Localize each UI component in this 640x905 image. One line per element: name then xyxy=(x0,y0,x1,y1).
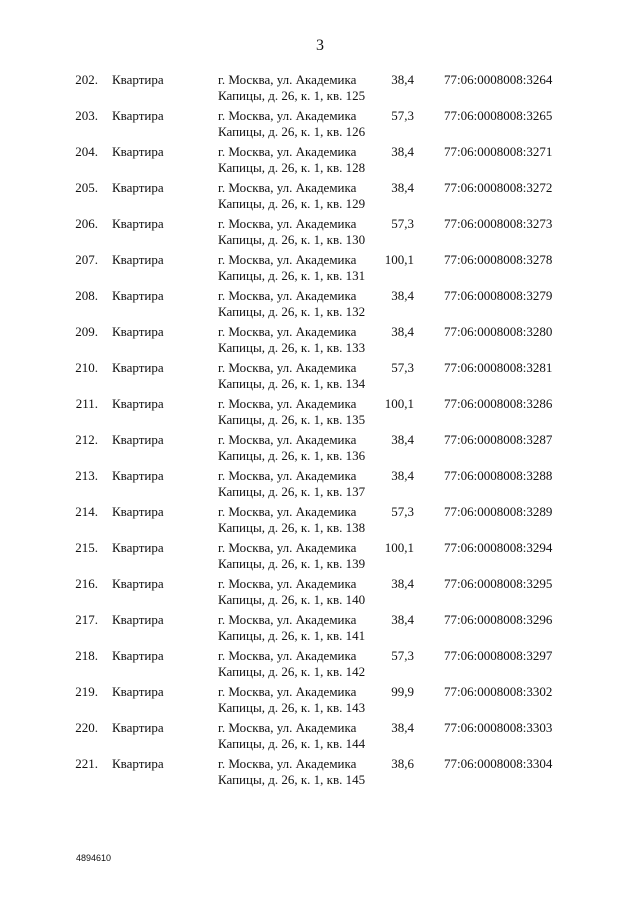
cadastral-number: 77:06:0008008:3304 xyxy=(444,756,553,771)
row-number: 204. xyxy=(75,144,98,159)
row-number: 219. xyxy=(75,684,98,699)
property-address: г. Москва, ул. Академика Капицы, д. 26, к. 1, кв. 141 xyxy=(218,612,366,643)
property-address: г. Москва, ул. Академика Капицы, д. 26, к. 1, кв. 132 xyxy=(218,288,366,319)
table-row xyxy=(0,540,640,576)
cadastral-number: 77:06:0008008:3302 xyxy=(444,684,553,699)
table-row xyxy=(0,72,640,108)
property-type: Квартира xyxy=(112,252,164,267)
cadastral-number: 77:06:0008008:3279 xyxy=(444,288,553,303)
row-number: 209. xyxy=(75,324,98,339)
table-row xyxy=(0,504,640,540)
cadastral-number: 77:06:0008008:3272 xyxy=(444,180,553,195)
table-row xyxy=(0,396,640,432)
row-number: 218. xyxy=(75,648,98,663)
row-number: 211. xyxy=(75,396,98,411)
page-number: 3 xyxy=(316,37,324,54)
row-number: 212. xyxy=(75,432,98,447)
property-address: г. Москва, ул. Академика Капицы, д. 26, к. 1, кв. 138 xyxy=(218,504,366,535)
table-row xyxy=(0,468,640,504)
property-area: 38,4 xyxy=(391,180,414,195)
property-type: Квартира xyxy=(112,360,164,375)
row-number: 207. xyxy=(75,252,98,267)
property-type: Квартира xyxy=(112,756,164,771)
property-area: 38,4 xyxy=(391,72,414,87)
property-area: 38,4 xyxy=(391,576,414,591)
row-number: 213. xyxy=(75,468,98,483)
cadastral-number: 77:06:0008008:3296 xyxy=(444,612,553,627)
property-address: г. Москва, ул. Академика Капицы, д. 26, к. 1, кв. 144 xyxy=(218,720,366,751)
property-area: 100,1 xyxy=(384,252,414,267)
property-type: Квартира xyxy=(112,576,164,591)
property-type: Квартира xyxy=(112,684,164,699)
table-row xyxy=(0,756,640,792)
cadastral-number: 77:06:0008008:3264 xyxy=(444,72,553,87)
cadastral-number: 77:06:0008008:3295 xyxy=(444,576,553,591)
property-address: г. Москва, ул. Академика Капицы, д. 26, к. 1, кв. 137 xyxy=(218,468,366,499)
property-type: Квартира xyxy=(112,540,164,555)
cadastral-number: 77:06:0008008:3294 xyxy=(444,540,553,555)
row-number: 205. xyxy=(75,180,98,195)
property-type: Квартира xyxy=(112,288,164,303)
property-area: 100,1 xyxy=(384,396,414,411)
table-row xyxy=(0,432,640,468)
table-row xyxy=(0,684,640,720)
property-type: Квартира xyxy=(112,396,164,411)
cadastral-number: 77:06:0008008:3273 xyxy=(444,216,553,231)
property-area: 100,1 xyxy=(384,540,414,555)
property-area: 38,6 xyxy=(391,756,414,771)
table-row xyxy=(0,720,640,756)
cadastral-number: 77:06:0008008:3288 xyxy=(444,468,553,483)
table-row xyxy=(0,108,640,144)
cadastral-number: 77:06:0008008:3280 xyxy=(444,324,553,339)
property-type: Квартира xyxy=(112,324,164,339)
property-type: Квартира xyxy=(112,216,164,231)
property-area: 57,3 xyxy=(391,360,414,375)
property-type: Квартира xyxy=(112,648,164,663)
property-list xyxy=(0,72,640,792)
property-address: г. Москва, ул. Академика Капицы, д. 26, к. 1, кв. 142 xyxy=(218,648,366,679)
property-address: г. Москва, ул. Академика Капицы, д. 26, к. 1, кв. 136 xyxy=(218,432,366,463)
property-type: Квартира xyxy=(112,108,164,123)
row-number: 203. xyxy=(75,108,98,123)
property-address: г. Москва, ул. Академика Капицы, д. 26, к. 1, кв. 133 xyxy=(218,324,366,355)
property-address: г. Москва, ул. Академика Капицы, д. 26, к. 1, кв. 134 xyxy=(218,360,366,391)
cadastral-number: 77:06:0008008:3289 xyxy=(444,504,553,519)
property-address: г. Москва, ул. Академика Капицы, д. 26, к. 1, кв. 139 xyxy=(218,540,366,571)
property-area: 99,9 xyxy=(391,684,414,699)
property-address: г. Москва, ул. Академика Капицы, д. 26, к. 1, кв. 126 xyxy=(218,108,366,139)
document-code: 4894610 xyxy=(76,853,112,863)
cadastral-number: 77:06:0008008:3278 xyxy=(444,252,553,267)
property-area: 57,3 xyxy=(391,216,414,231)
row-number: 202. xyxy=(75,72,98,87)
table-row xyxy=(0,576,640,612)
row-number: 206. xyxy=(75,216,98,231)
cadastral-number: 77:06:0008008:3297 xyxy=(444,648,553,663)
property-area: 38,4 xyxy=(391,324,414,339)
property-area: 38,4 xyxy=(391,720,414,735)
property-type: Квартира xyxy=(112,468,164,483)
cadastral-number: 77:06:0008008:3271 xyxy=(444,144,553,159)
property-type: Квартира xyxy=(112,180,164,195)
property-type: Квартира xyxy=(112,72,164,87)
property-area: 38,4 xyxy=(391,288,414,303)
property-address: г. Москва, ул. Академика Капицы, д. 26, к. 1, кв. 129 xyxy=(218,180,366,211)
table-row xyxy=(0,252,640,288)
property-type: Квартира xyxy=(112,144,164,159)
table-row xyxy=(0,144,640,180)
cadastral-number: 77:06:0008008:3303 xyxy=(444,720,553,735)
table-row xyxy=(0,324,640,360)
property-area: 38,4 xyxy=(391,432,414,447)
property-type: Квартира xyxy=(112,432,164,447)
row-number: 214. xyxy=(75,504,98,519)
row-number: 215. xyxy=(75,540,98,555)
property-address: г. Москва, ул. Академика Капицы, д. 26, к. 1, кв. 143 xyxy=(218,684,366,715)
property-area: 38,4 xyxy=(391,612,414,627)
table-row xyxy=(0,612,640,648)
row-number: 208. xyxy=(75,288,98,303)
property-address: г. Москва, ул. Академика Капицы, д. 26, к. 1, кв. 131 xyxy=(218,252,366,283)
table-row xyxy=(0,648,640,684)
property-address: г. Москва, ул. Академика Капицы, д. 26, к. 1, кв. 125 xyxy=(218,72,366,103)
row-number: 210. xyxy=(75,360,98,375)
row-number: 217. xyxy=(75,612,98,627)
cadastral-number: 77:06:0008008:3286 xyxy=(444,396,553,411)
property-area: 38,4 xyxy=(391,144,414,159)
property-address: г. Москва, ул. Академика Капицы, д. 26, к. 1, кв. 130 xyxy=(218,216,366,247)
row-number: 221. xyxy=(75,756,98,771)
property-area: 57,3 xyxy=(391,648,414,663)
table-row xyxy=(0,360,640,396)
property-area: 38,4 xyxy=(391,468,414,483)
property-address: г. Москва, ул. Академика Капицы, д. 26, к. 1, кв. 135 xyxy=(218,396,366,427)
property-area: 57,3 xyxy=(391,108,414,123)
row-number: 220. xyxy=(75,720,98,735)
cadastral-number: 77:06:0008008:3265 xyxy=(444,108,553,123)
property-address: г. Москва, ул. Академика Капицы, д. 26, к. 1, кв. 128 xyxy=(218,144,366,175)
property-type: Квартира xyxy=(112,504,164,519)
table-row xyxy=(0,180,640,216)
table-row xyxy=(0,288,640,324)
row-number: 216. xyxy=(75,576,98,591)
table-row xyxy=(0,216,640,252)
property-area: 57,3 xyxy=(391,504,414,519)
cadastral-number: 77:06:0008008:3287 xyxy=(444,432,553,447)
property-type: Квартира xyxy=(112,720,164,735)
property-type: Квартира xyxy=(112,612,164,627)
property-address: г. Москва, ул. Академика Капицы, д. 26, к. 1, кв. 140 xyxy=(218,576,366,607)
cadastral-number: 77:06:0008008:3281 xyxy=(444,360,553,375)
property-address: г. Москва, ул. Академика Капицы, д. 26, к. 1, кв. 145 xyxy=(218,756,366,787)
